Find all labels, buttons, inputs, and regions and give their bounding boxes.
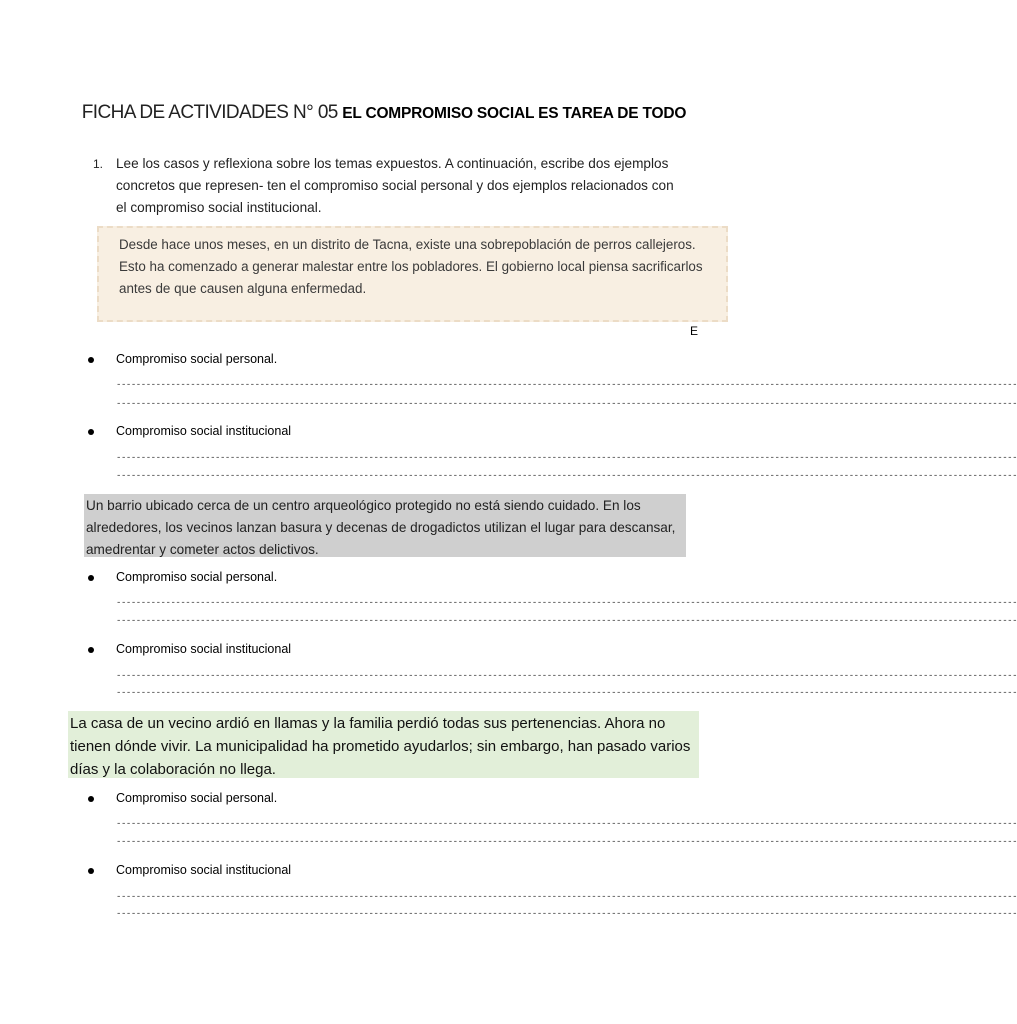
label-institucional-3: Compromiso social institucional [116,863,292,877]
answer-line-institucional-2a[interactable]: -------------------------------------------------------------------------------------------------------------------------------------------------------------------------------------- [116,671,1017,681]
answer-line-personal-2a[interactable]: -------------------------------------------------------------------------------------------------------------------------------------------------------------------------------------- [116,598,1017,608]
instruction-number: 1. [93,157,104,171]
answer-line-institucional-1b[interactable]: -------------------------------------------------------------------------------------------------------------------------------------------------------------------------------------- [116,471,1017,481]
bullet-dot [88,868,94,874]
answer-line-personal-1b[interactable]: -------------------------------------------------------------------------------------------------------------------------------------------------------------------------------------- [116,399,1017,409]
case-box-2: Un barrio ubicado cerca de un centro arqueológico protegido no está siendo cuidado. En los alrededores, los vecinos lanzan basura y decenas de drogadictos utilizan el lugar para descansar, amedrentar y cometer actos delictivos. [84,494,686,557]
answer-line-institucional-1a[interactable]: -------------------------------------------------------------------------------------------------------------------------------------------------------------------------------------- [116,453,1017,463]
answer-line-institucional-3b[interactable]: -------------------------------------------------------------------------------------------------------------------------------------------------------------------------------------- [116,909,1017,919]
title-activity-sheet: FICHA DE ACTIVIDADES N° 05 [81,102,338,123]
instruction-text: Lee los casos y reflexiona sobre los temas expuestos. A continuación, escribe dos ejemplos concretos que represen- ten el compromiso social personal y dos ejemplos relacionados con el compromiso social institucional. [116,156,674,215]
title-topic: EL COMPROMISO SOCIAL ES TAREA DE TODO [342,105,687,122]
page-title [0,101,768,126]
answer-line-personal-3b[interactable]: -------------------------------------------------------------------------------------------------------------------------------------------------------------------------------------- [116,837,1017,847]
corner-mark: E [690,324,699,338]
label-personal-3: Compromiso social personal. [116,791,278,805]
answer-line-personal-3a[interactable]: -------------------------------------------------------------------------------------------------------------------------------------------------------------------------------------- [116,819,1017,829]
case-box-3: La casa de un vecino ardió en llamas y la familia perdió todas sus pertenencias. Ahora no tienen dónde vivir. La municipalidad ha prometido ayudarlos; sin embargo, han pasado varios días y la colaboración no llega. [68,711,699,778]
answer-line-institucional-3a[interactable]: -------------------------------------------------------------------------------------------------------------------------------------------------------------------------------------- [116,892,1017,902]
label-institucional-2: Compromiso social institucional [116,642,292,656]
bullet-dot [88,429,94,435]
bullet-dot [88,647,94,653]
answer-line-personal-1a[interactable]: -------------------------------------------------------------------------------------------------------------------------------------------------------------------------------------- [116,380,1017,390]
bullet-dot [88,796,94,802]
label-institucional-1: Compromiso social institucional [116,424,292,438]
bullet-dot [88,575,94,581]
label-personal-1: Compromiso social personal. [116,352,278,366]
answer-line-personal-2b[interactable]: -------------------------------------------------------------------------------------------------------------------------------------------------------------------------------------- [116,616,1017,626]
bullet-dot [88,357,94,363]
case-box-1: Desde hace unos meses, en un distrito de Tacna, existe una sobrepoblación de perros callejeros. Esto ha comenzado a generar malestar entre los pobladores. El gobierno local piensa sacrificarlos antes de que causen alguna enfermedad. [97,226,728,322]
answer-line-institucional-2b[interactable]: -------------------------------------------------------------------------------------------------------------------------------------------------------------------------------------- [116,688,1017,698]
label-personal-2: Compromiso social personal. [116,570,278,584]
